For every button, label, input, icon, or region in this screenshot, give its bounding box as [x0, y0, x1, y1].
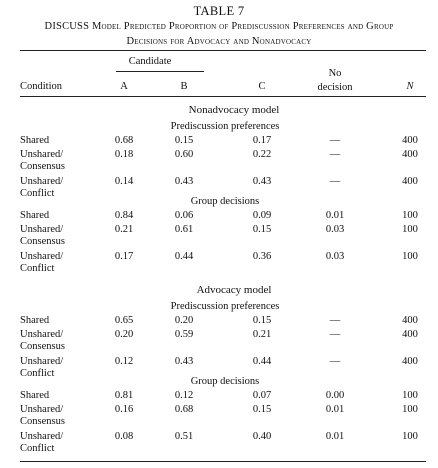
table-row-condition — [20, 404, 100, 428]
table-cell-a: 0.81 — [114, 390, 134, 401]
no-decision-header-line-1: No — [328, 68, 342, 79]
table-cell-n: 100 — [402, 224, 418, 235]
bottom-rule — [20, 461, 426, 462]
condition-line: Unshared/ — [20, 149, 64, 160]
caption-line-1: DISCUSS Model Predicted Proportion of Prediscussion Preferences and Group — [44, 21, 394, 32]
table-cell-b: 0.15 — [174, 135, 194, 146]
condition-line: Consensus — [20, 341, 65, 352]
condition-line: Unshared/ — [20, 329, 64, 340]
table-row-condition — [20, 224, 100, 248]
condition-line: Conflict — [20, 263, 55, 274]
table-cell-c: 0.44 — [252, 356, 272, 367]
table-cell-b: 0.43 — [174, 356, 194, 367]
n-header: N — [406, 81, 414, 92]
table-cell-b: 0.20 — [174, 315, 194, 326]
table-row-condition — [20, 390, 100, 402]
table-cell-nd: — — [329, 356, 341, 367]
table-cell-c: 0.40 — [252, 431, 272, 442]
header-rule — [20, 96, 426, 97]
table-cell-a: 0.68 — [114, 135, 134, 146]
block-title: Prediscussion preferences — [170, 301, 280, 312]
table-cell-c: 0.17 — [252, 135, 272, 146]
table-cell-a: 0.08 — [114, 431, 134, 442]
table-row-condition — [20, 356, 100, 380]
condition-line: Shared — [20, 210, 50, 221]
table-cell-nd: — — [329, 329, 341, 340]
table-cell-a: 0.84 — [114, 210, 134, 221]
table-cell-c: 0.21 — [252, 329, 272, 340]
table-row-condition — [20, 135, 100, 147]
table-row-condition — [20, 315, 100, 327]
table-cell-c: 0.15 — [252, 315, 272, 326]
table-cell-n: 400 — [402, 149, 418, 160]
table-cell-c: 0.22 — [252, 149, 272, 160]
condition-header: Condition — [20, 81, 63, 92]
table-row-condition — [20, 210, 100, 222]
condition-line: Shared — [20, 315, 50, 326]
condition-line: Conflict — [20, 188, 55, 199]
table-cell-n: 400 — [402, 315, 418, 326]
table-cell-nd: 0.03 — [325, 224, 345, 235]
table-cell-a: 0.65 — [114, 315, 134, 326]
table-cell-nd: 0.00 — [325, 390, 345, 401]
table-cell-c: 0.07 — [252, 390, 272, 401]
condition-line: Unshared/ — [20, 356, 64, 367]
candidate-header: Candidate — [128, 56, 172, 67]
table-cell-n: 400 — [402, 356, 418, 367]
block-title: Prediscussion preferences — [170, 121, 280, 132]
table-cell-c: 0.15 — [252, 224, 272, 235]
condition-line: Unshared/ — [20, 251, 64, 262]
table-cell-nd: — — [329, 149, 341, 160]
table-cell-c: 0.09 — [252, 210, 272, 221]
table-cell-a: 0.16 — [114, 404, 134, 415]
no-decision-header — [318, 67, 353, 95]
no-decision-header-line-2: decision — [317, 82, 353, 93]
table-cell-n: 400 — [402, 176, 418, 187]
table-cell-nd: — — [329, 135, 341, 146]
table-caption — [0, 19, 438, 49]
table-row-condition — [20, 251, 100, 275]
table-cell-n: 100 — [402, 390, 418, 401]
table-cell-b: 0.59 — [174, 329, 194, 340]
table-cell-n: 400 — [402, 329, 418, 340]
table-cell-b: 0.60 — [174, 149, 194, 160]
table-number: TABLE 7 — [193, 4, 245, 18]
condition-line: Shared — [20, 390, 50, 401]
table-cell-a: 0.17 — [114, 251, 134, 262]
column-a-header: A — [120, 81, 128, 92]
condition-line: Unshared/ — [20, 431, 64, 442]
block-title: Group decisions — [190, 376, 260, 387]
table-cell-b: 0.43 — [174, 176, 194, 187]
table-cell-nd: 0.01 — [325, 210, 345, 221]
table-cell-n: 100 — [402, 431, 418, 442]
condition-line: Conflict — [20, 368, 55, 379]
column-b-header: B — [180, 81, 188, 92]
table-cell-b: 0.44 — [174, 251, 194, 262]
top-rule — [20, 50, 426, 51]
condition-line: Unshared/ — [20, 176, 64, 187]
condition-line: Unshared/ — [20, 404, 64, 415]
table-cell-a: 0.12 — [114, 356, 134, 367]
model-title: Nonadvocacy model — [188, 104, 280, 116]
condition-line: Consensus — [20, 161, 65, 172]
condition-line: Conflict — [20, 443, 55, 454]
condition-line: Consensus — [20, 236, 65, 247]
table-cell-c: 0.15 — [252, 404, 272, 415]
table-cell-b: 0.68 — [174, 404, 194, 415]
table-row-condition — [20, 149, 100, 173]
model-title: Advocacy model — [196, 284, 272, 296]
table-cell-b: 0.06 — [174, 210, 194, 221]
table-cell-b: 0.12 — [174, 390, 194, 401]
table-cell-b: 0.51 — [174, 431, 194, 442]
table-cell-c: 0.43 — [252, 176, 272, 187]
table-cell-nd: — — [329, 176, 341, 187]
block-title: Group decisions — [190, 196, 260, 207]
table-row-condition — [20, 431, 100, 455]
table-cell-n: 100 — [402, 210, 418, 221]
table-cell-nd: — — [329, 315, 341, 326]
table-cell-n: 100 — [402, 251, 418, 262]
table-row-condition — [20, 176, 100, 200]
table-cell-nd: 0.01 — [325, 404, 345, 415]
caption-line-2: Decisions for Advocacy and Nonadvocacy — [126, 36, 312, 47]
condition-line: Shared — [20, 135, 50, 146]
table-cell-a: 0.20 — [114, 329, 134, 340]
condition-line: Unshared/ — [20, 224, 64, 235]
table-cell-n: 100 — [402, 404, 418, 415]
table-row-condition — [20, 329, 100, 353]
table-cell-nd: 0.01 — [325, 431, 345, 442]
table-cell-nd: 0.03 — [325, 251, 345, 262]
table-cell-c: 0.36 — [252, 251, 272, 262]
table-cell-a: 0.21 — [114, 224, 134, 235]
table-cell-a: 0.14 — [114, 176, 134, 187]
condition-line: Consensus — [20, 416, 65, 427]
table-cell-a: 0.18 — [114, 149, 134, 160]
column-c-header: C — [258, 81, 266, 92]
table-cell-n: 400 — [402, 135, 418, 146]
table-cell-b: 0.61 — [174, 224, 194, 235]
candidate-span-rule — [116, 71, 204, 72]
